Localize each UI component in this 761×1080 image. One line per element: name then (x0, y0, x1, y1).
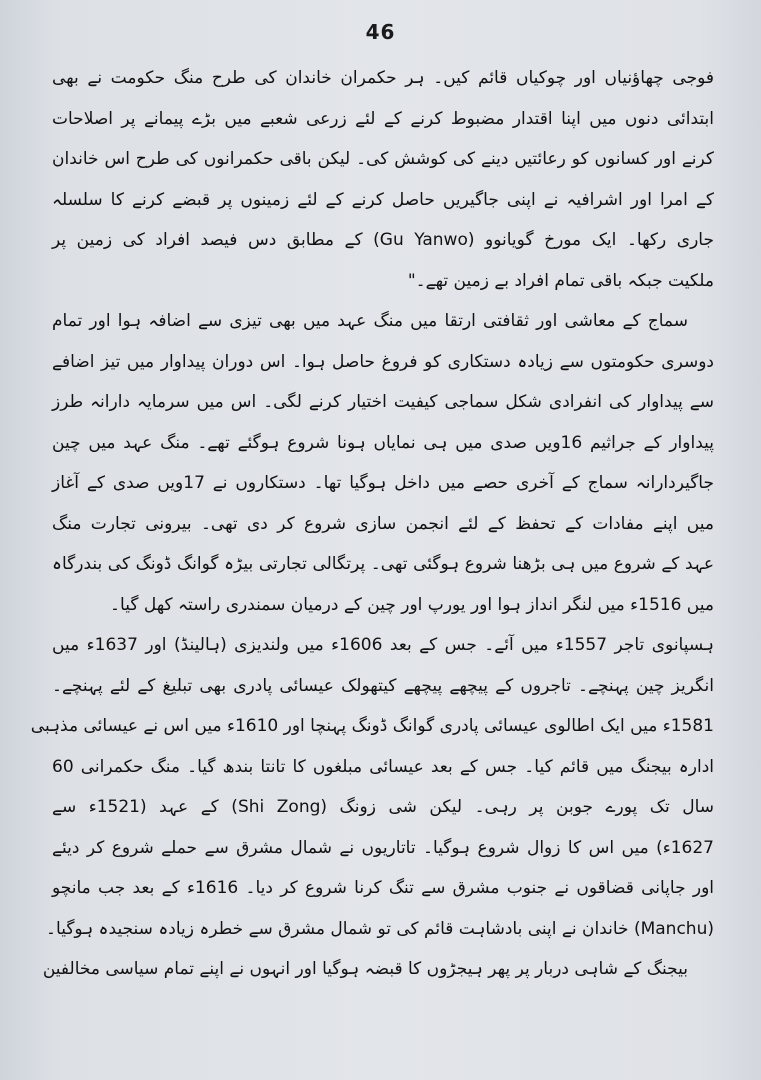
text-line: جاری رکھا۔ ایک مورخ گویانوو (Gu Yanwo) کے مطابق دس فیصد افراد کی زمین پر (52, 230, 714, 250)
text-line: سال تک پورے جوبن پر رہی۔ لیکن شی زونگ (Shi Zong) کے عہد (1521ء سے (52, 797, 715, 817)
text-line: انگریز چین پہنچے۔ تاجروں کے پیچھے پیچھے کیتھولک عیسائی پادری بھی تبلیغ کے لئے پہنچے۔ (52, 675, 714, 696)
text-line: سے پیداوار کی انفرادی شکل سماجی کیفیت اختیار کرنے لگی۔ اس میں سرمایہ دارانہ طرز (52, 392, 714, 412)
text-line: ملکیت جبکہ باقی تمام افراد بے زمین تھے۔" (407, 270, 714, 291)
text-line: دوسری حکومتوں سے زیادہ دستکاری کو فروغ حاصل ہوا۔ اس دوران پیداوار میں تیز اضافے (52, 351, 714, 372)
text-line: اور جاپانی قضاقوں نے جنوب مشرق سے تنگ کرنا شروع کر دیا۔ 1616ء کے بعد جب مانچو (52, 878, 715, 898)
text-line: میں اپنے مفادات کے تحفظ کے لئے انجمن سازی شروع کر دی تھی۔ بیرونی تجارت منگ (52, 513, 714, 534)
text-line: کے امرا اور اشرافیہ نے اپنی جاگیریں حاصل کرنے کے لئے زمینوں پر قبضے کرنے کا سلسلہ (52, 189, 714, 210)
text-line: (Manchu) خاندان نے اپنی بادشاہت قائم کی تو شمال مشرق سے خطرہ زیادہ سنجیدہ ہوگیا۔ (46, 918, 714, 939)
text-line: ابتدائی دنوں میں اپنا اقتدار مضبوط کرنے کے لئے زرعی شعبے میں بڑے پیمانے پر اصلاحات (52, 108, 714, 129)
text-line: 1581ء میں ایک اطالوی عیسائی پادری گوانگ ڈونگ پہنچا اور 1610ء میں اس نے عیسائی مذہبی (30, 716, 714, 736)
body-text (30, 58, 715, 990)
page-number: 46 (365, 20, 396, 44)
text-line: جاگیردارانہ سماج کے آخری حصے میں داخل ہوگیا تھا۔ دستکاروں نے 17ویں صدی کے آغاز (52, 473, 714, 493)
text-line: کرنے اور کسانوں کو رعائتیں دینے کی کوشش کی۔ لیکن باقی حکمرانوں کی طرح اس خاندان (52, 149, 714, 169)
text-line: فوجی چھاؤنیاں اور چوکیاں قائم کیں۔ ہر حکمران خاندان کی طرح منگ حکومت نے بھی (52, 68, 714, 88)
text-line: ادارہ بیجنگ میں قائم کیا۔ جس کے بعد عیسائی مبلغوں کا تانتا بندھ گیا۔ منگ حکمرانی 60 (52, 756, 714, 777)
text-line: میں 1516ء میں لنگر انداز ہوا اور یورپ اور چین کے درمیان سمندری راستہ کھل گیا۔ (110, 594, 714, 615)
text-line: 1627ء) میں اس کا زوال شروع ہوگیا۔ تاتاریوں نے شمال مشرق سے حملے شروع کر دیئے (52, 837, 714, 858)
text-line: سماج کے معاشی اور ثقافتی ارتقا میں منگ عہد میں بھی تیزی سے اضافہ ہوا اور تمام (52, 311, 688, 331)
text-line: عہد کے شروع میں ہی بڑھنا شروع ہوگئی تھی۔ پرتگالی تجارتی بیڑہ گوانگ ڈونگ کی بندرگاہ (52, 554, 714, 574)
text-line: بیجنگ کے شاہی دربار پر پھر ہیجڑوں کا قبضہ ہوگیا اور انہوں نے اپنے تمام سیاسی مخالفین (42, 959, 688, 979)
text-line: پیداوار کے جراثیم 16ویں صدی میں ہی نمایاں ہونا شروع ہوگئے تھے۔ منگ عہد میں چین (52, 432, 714, 453)
text-line: ہسپانوی تاجر 1557ء میں آئے۔ جس کے بعد 1606ء میں ولندیزی (ہالینڈ) اور 1637ء میں (52, 635, 714, 655)
